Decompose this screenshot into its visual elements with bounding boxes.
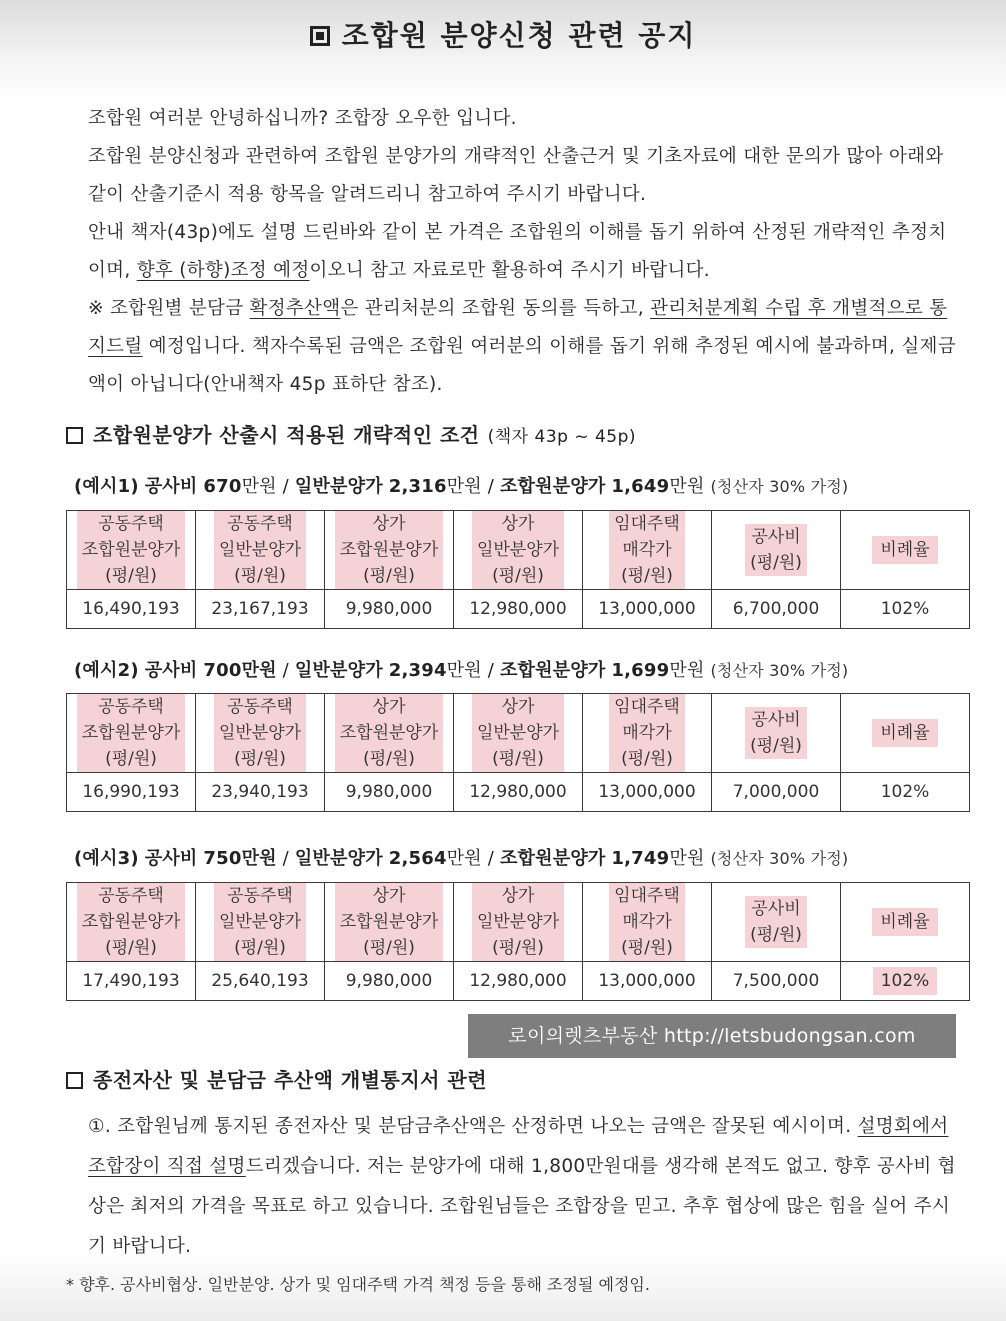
intro-paragraph-estimate: 안내 책자(43p)에도 설명 드린바와 같이 본 가격은 조합원의 이해를 돕기 위하여 산정된 개략적인 추정치이며, 향후 (하향)조정 예정이오니 참고 자료로만 활용하여 주시기 바랍니다. xyxy=(88,222,947,281)
table-row xyxy=(67,590,970,629)
value-cell: 13,000,000 xyxy=(583,962,712,1001)
value-cell: 6,700,000 xyxy=(712,590,841,629)
header-cell: 공사비 (평/원) xyxy=(712,883,841,962)
header-cell: 공동주택 일반분양가 (평/원) xyxy=(196,511,325,590)
header-cell: 상가 조합원분양가 (평/원) xyxy=(325,883,454,962)
example-2-caption: (예시2) 공사비 700만원 / 일반분양가 2,394만원 / 조합원분양가 1,699만원 (청산자 30% 가정) xyxy=(74,660,849,681)
value-cell: 25,640,193 xyxy=(196,962,325,1001)
header-cell: 공사비 (평/원) xyxy=(712,511,841,590)
value-cell: 9,980,000 xyxy=(325,962,454,1001)
value-cell: 16,990,193 xyxy=(67,773,196,812)
value-cell: 23,167,193 xyxy=(196,590,325,629)
value-cell: 102% xyxy=(841,773,970,812)
table-row xyxy=(67,773,970,812)
value-cell: 16,490,193 xyxy=(67,590,196,629)
footnote: * 향후. 공사비협상. 일반분양. 상가 및 임대주택 가격 책정 등을 통해 조정될 예정임. xyxy=(66,1275,650,1294)
filled-square-icon xyxy=(310,26,330,46)
header-cell: 상가 조합원분양가 (평/원) xyxy=(325,511,454,590)
header-cell: 임대주택 매각가 (평/원) xyxy=(583,511,712,590)
watermark-banner: 로이의렛츠부동산 http://letsbudongsan.com xyxy=(468,1014,956,1058)
header-cell: 비례율 xyxy=(841,883,970,962)
example-2-table xyxy=(66,693,970,812)
header-cell: 공동주택 조합원분양가 (평/원) xyxy=(67,694,196,773)
underlined-final-estimate: 확정추산액 xyxy=(249,298,341,319)
value-cell: 17,490,193 xyxy=(67,962,196,1001)
header-cell: 상가 일반분양가 (평/원) xyxy=(454,883,583,962)
page-title xyxy=(0,14,1006,54)
header-cell: 상가 일반분양가 (평/원) xyxy=(454,694,583,773)
example-3-table xyxy=(66,882,970,1001)
value-cell: 12,980,000 xyxy=(454,962,583,1001)
header-cell: 공사비 (평/원) xyxy=(712,694,841,773)
example-1-table xyxy=(66,510,970,629)
checkbox-square-icon xyxy=(66,427,83,444)
section-heading-conditions: 조합원분양가 산출시 적용된 개략적인 조건 (책자 43p ~ 45p) xyxy=(66,419,636,448)
header-cell: 공동주택 일반분양가 (평/원) xyxy=(196,694,325,773)
header-cell: 임대주택 매각가 (평/원) xyxy=(583,694,712,773)
table-header-row xyxy=(67,883,970,962)
header-cell: 공동주택 조합원분양가 (평/원) xyxy=(67,511,196,590)
header-cell: 공동주택 일반분양가 (평/원) xyxy=(196,883,325,962)
header-cell: 공동주택 조합원분양가 (평/원) xyxy=(67,883,196,962)
value-cell: 7,500,000 xyxy=(712,962,841,1001)
header-cell: 상가 일반분양가 (평/원) xyxy=(454,511,583,590)
header-cell: 비례율 xyxy=(841,694,970,773)
value-cell: 23,940,193 xyxy=(196,773,325,812)
underlined-briefing-note: 설명회에서 조합장이 직접 설명 xyxy=(88,1116,949,1177)
value-cell: 9,980,000 xyxy=(325,590,454,629)
value-cell: 7,000,000 xyxy=(712,773,841,812)
value-cell: 9,980,000 xyxy=(325,773,454,812)
value-cell: 102% xyxy=(841,590,970,629)
intro-text xyxy=(66,100,960,404)
table-header-row xyxy=(67,511,970,590)
example-3-caption: (예시3) 공사비 750만원 / 일반분양가 2,564만원 / 조합원분양가 1,749만원 (청산자 30% 가정) xyxy=(74,848,849,869)
value-cell: 13,000,000 xyxy=(583,773,712,812)
title-text: 조합원 분양신청 관련 공지 xyxy=(341,19,697,52)
checkbox-square-icon xyxy=(66,1072,83,1089)
intro-paragraph-notice: ※ 조합원별 분담금 확정추산액은 관리처분의 조합원 동의를 득하고, 관리처분계획 수립 후 개별적으로 통지드릴 예정입니다. 책자수록된 금액은 조합원 여러분의 이해를 돕기 위해 추정된 예시에 불과하며, 실제금액이 아닙니다(안내책자 45p 표하단 참조). xyxy=(88,298,956,395)
section-heading-notice: 종전자산 및 분담금 추산액 개별통지서 관련 xyxy=(66,1064,487,1093)
table-row xyxy=(67,962,970,1001)
example-1-caption: (예시1) 공사비 670만원 / 일반분양가 2,316만원 / 조합원분양가 1,649만원 (청산자 30% 가정) xyxy=(74,476,849,497)
underlined-adjustment-note: 향후 (하향)조정 예정 xyxy=(136,260,310,281)
table-header-row xyxy=(67,694,970,773)
closing-paragraph: ①. 조합원님께 통지된 종전자산 및 분담금추산액은 산정하면 나오는 금액은 잘못된 예시이며. 설명회에서 조합장이 직접 설명드리겠습니다. 저는 분양가에 대해 1,800만원대를 생각해 본적도 없고. 향후 공사비 협상은 최저의 가격을 목표로 하고 있습니다. 조합원님들은 조합장을 믿고. 추후 협상에 많은 힘을 실어 주시기 바랍니다. xyxy=(88,1116,956,1257)
closing-text xyxy=(66,1107,960,1267)
header-cell: 임대주택 매각가 (평/원) xyxy=(583,883,712,962)
value-cell: 102% xyxy=(841,962,970,1001)
underlined-individual-notice: 관리처분계획 수립 후 개별적으로 통지드릴 xyxy=(88,298,948,357)
value-cell: 12,980,000 xyxy=(454,590,583,629)
header-cell: 상가 조합원분양가 (평/원) xyxy=(325,694,454,773)
greeting-line: 조합원 여러분 안녕하십니까? 조합장 오우한 입니다. xyxy=(88,108,517,129)
intro-paragraph-inquiry: 조합원 분양신청과 관련하여 조합원 분양가의 개략적인 산출근거 및 기초자료에 대한 문의가 많아 아래와 같이 산출기준시 적용 항목을 알려드리니 참고하여 주시기 바랍니다. xyxy=(88,146,944,205)
header-cell: 비례율 xyxy=(841,511,970,590)
value-cell: 13,000,000 xyxy=(583,590,712,629)
value-cell: 12,980,000 xyxy=(454,773,583,812)
